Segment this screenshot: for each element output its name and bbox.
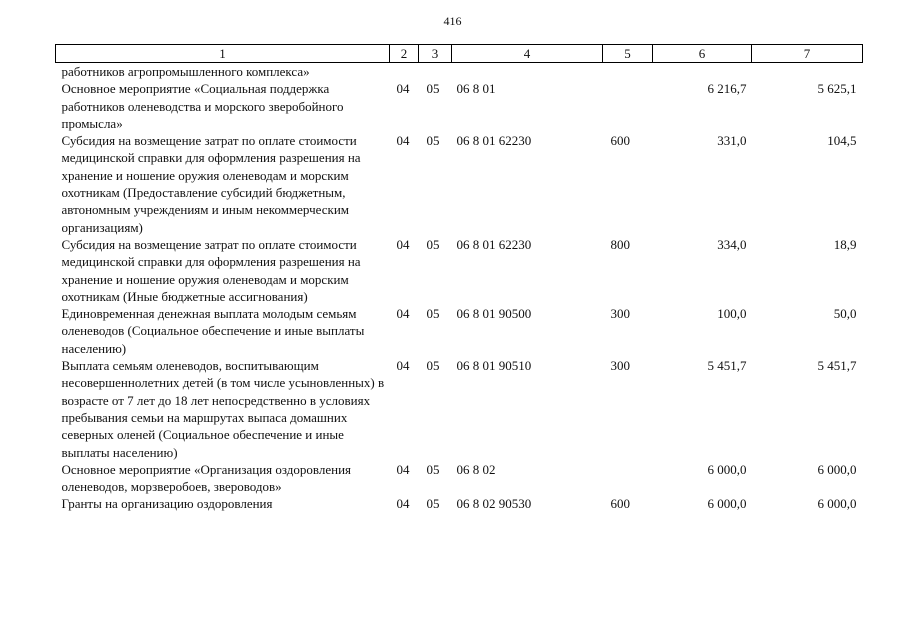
row-expense-type: 600 (610, 496, 630, 512)
row-expense-type: 600 (610, 133, 630, 149)
row-expense-type: 300 (610, 358, 630, 374)
row-value-col7: 50,0 (833, 306, 857, 322)
row-value-col7: 18,9 (833, 236, 857, 252)
row-value-col6: 6 216,7 (707, 81, 747, 97)
row-subsection: 05 (426, 496, 440, 512)
row-value-col6: 100,0 (717, 306, 747, 322)
row-subsection: 05 (426, 358, 440, 374)
row-name: Гранты на организацию оздоровления (61, 496, 273, 512)
header-col-1: 1 (56, 45, 390, 63)
row-target-code: 06 8 01 90500 (456, 306, 532, 322)
row-subsection: 05 (426, 133, 440, 149)
row-value-col6: 6 000,0 (707, 496, 747, 512)
row-section (390, 63, 419, 81)
row-target-code: 06 8 02 90530 (456, 496, 532, 512)
row-value-col6: 6 000,0 (707, 461, 747, 477)
row-expense-type (603, 461, 653, 496)
row-value-col6: 5 451,7 (707, 358, 747, 374)
table-row (56, 305, 863, 357)
row-section: 04 (396, 81, 410, 97)
row-section: 04 (396, 358, 410, 374)
row-value-col7: 5 451,7 (817, 358, 857, 374)
row-value-col7: 104,5 (827, 133, 857, 149)
row-name: Субсидия на возмещение затрат по оплате стоимости медицинской справки для оформления разрешения на хранение и ношение оружия оленеводам и морским охотникам (Иные бюджетные ассигнования) (61, 236, 361, 304)
row-value-col7: 5 625,1 (817, 81, 857, 97)
row-value-col7 (752, 63, 863, 81)
row-value-col7: 6 000,0 (817, 496, 857, 512)
header-col-6: 6 (653, 45, 752, 63)
row-target-code (452, 63, 603, 81)
row-value-col6 (653, 63, 752, 81)
table-row (56, 132, 863, 236)
row-name: Субсидия на возмещение затрат по оплате стоимости медицинской справки для оформления разрешения на хранение и ношение оружия оленеводам и морским охотникам (Предоставление субсидий бюджетным, автономным учреждениям и иным некоммерческим организациям) (61, 133, 361, 235)
row-subsection: 05 (426, 81, 440, 97)
row-target-code: 06 8 01 (456, 81, 496, 97)
header-col-2: 2 (390, 45, 419, 63)
budget-table (55, 44, 863, 513)
row-section: 04 (396, 461, 410, 477)
page-number: 416 (443, 14, 462, 28)
table-row (56, 495, 863, 512)
header-col-3: 3 (419, 45, 452, 63)
row-section: 04 (396, 133, 410, 149)
row-subsection (419, 63, 452, 81)
row-name: Основное мероприятие «Организация оздоровления оленеводов, морзверобоев, звероводов» (61, 461, 352, 495)
table-row (56, 461, 863, 496)
row-target-code: 06 8 01 90510 (456, 358, 532, 374)
row-subsection: 05 (426, 236, 440, 252)
row-section: 04 (396, 496, 410, 512)
row-section: 04 (396, 236, 410, 252)
row-target-code: 06 8 01 62230 (456, 236, 532, 252)
table-row (56, 80, 863, 132)
row-value-col6: 331,0 (717, 133, 747, 149)
table-row (56, 63, 863, 81)
row-subsection: 05 (426, 306, 440, 322)
row-expense-type: 800 (610, 236, 630, 252)
row-name: работников агропромышленного комплекса» (61, 64, 310, 79)
header-col-7: 7 (752, 45, 863, 63)
header-col-5: 5 (603, 45, 653, 63)
row-subsection: 05 (426, 461, 440, 477)
row-expense-type: 300 (610, 306, 630, 322)
row-expense-type (603, 80, 653, 132)
row-name: Выплата семьям оленеводов, воспитывающим несовершеннолетних детей (в том числе усыновленных) в возрасте от 7 лет до 18 лет непосредственно в условиях пребывания семьи на маршрутах выпаса домашних северных оленей (Социальное обеспечение и иные выплаты населению) (61, 358, 385, 460)
row-section: 04 (396, 306, 410, 322)
row-target-code: 06 8 02 (456, 461, 496, 477)
row-name: Единовременная денежная выплата молодым семьям оленеводов (Социальное обеспечение и иные выплаты населению) (61, 306, 365, 356)
row-expense-type (603, 63, 653, 81)
table-row (56, 357, 863, 461)
header-col-4: 4 (452, 45, 603, 63)
row-value-col7: 6 000,0 (817, 461, 857, 477)
row-target-code: 06 8 01 62230 (456, 133, 532, 149)
row-value-col6: 334,0 (717, 236, 747, 252)
row-name: Основное мероприятие «Социальная поддержка работников оленеводства и морского зверобойного промысла» (61, 81, 344, 131)
table-row (56, 236, 863, 305)
header-row (56, 45, 863, 63)
